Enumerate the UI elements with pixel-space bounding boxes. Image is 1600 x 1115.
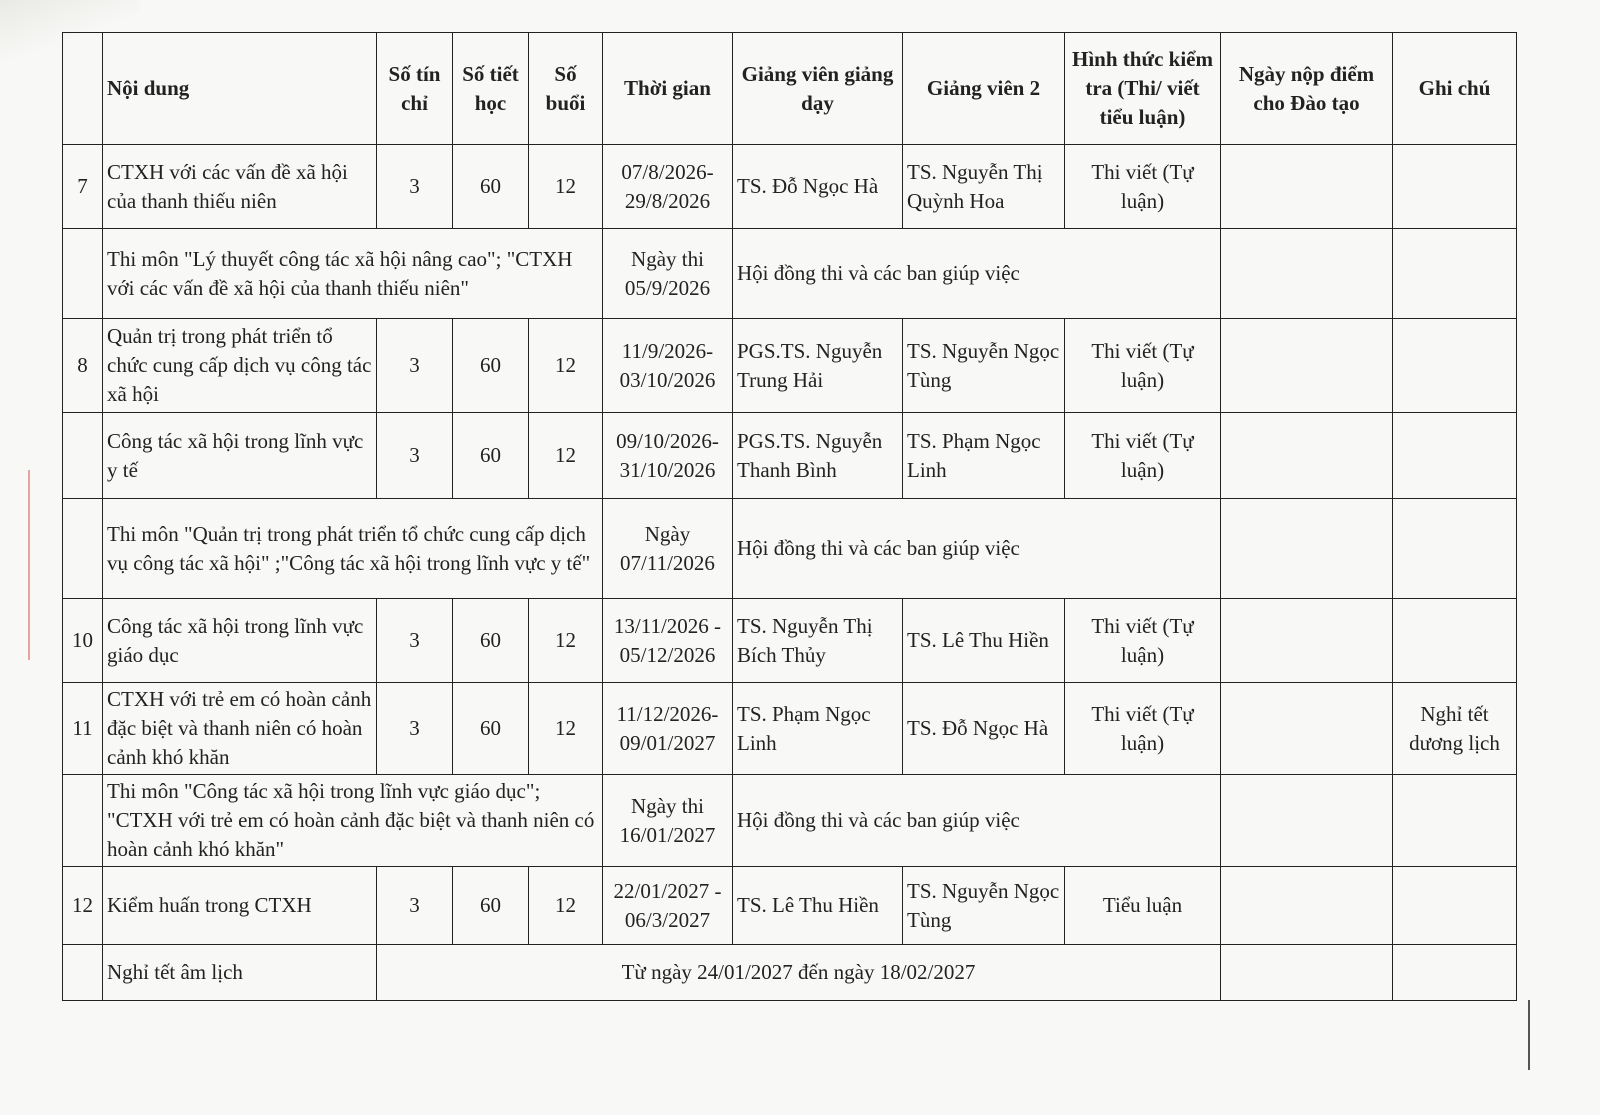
header-row [63,33,1517,145]
row-number [63,945,103,1001]
row-number: 8 [63,319,103,413]
holiday-period: Từ ngày 24/01/2027 đến ngày 18/02/2027 [377,945,1221,1001]
submit-date [1221,319,1393,413]
row-number [63,499,103,599]
lecturer: TS. Lê Thu Hiền [733,867,903,945]
course-row [63,683,1517,775]
course-row [63,319,1517,413]
row-number [63,775,103,867]
course-row [63,413,1517,499]
exam-date: Ngày thi 16/01/2027 [603,775,733,867]
header-periods: Số tiết học [453,33,529,145]
note [1393,599,1517,683]
submit-date [1221,775,1393,867]
lecturer-2: TS. Đỗ Ngọc Hà [903,683,1065,775]
time-range: 13/11/2026 - 05/12/2026 [603,599,733,683]
sessions: 12 [529,599,603,683]
exam-date: Ngày thi 05/9/2026 [603,229,733,319]
course-name: Công tác xã hội trong lĩnh vực y tế [103,413,377,499]
credits: 3 [377,413,453,499]
submit-date [1221,945,1393,1001]
note [1393,413,1517,499]
exam-subjects: Thi môn "Quản trị trong phát triển tổ chức cung cấp dịch vụ công tác xã hội" ;"Công tác xã hội trong lĩnh vực y tế" [103,499,603,599]
holiday-row [63,945,1517,1001]
periods: 60 [453,867,529,945]
course-row [63,599,1517,683]
header-exam-form: Hình thức kiểm tra (Thi/ viết tiểu luận) [1065,33,1221,145]
exam-form: Thi viết (Tự luận) [1065,683,1221,775]
exam-subjects: Thi môn "Công tác xã hội trong lĩnh vực giáo dục"; "CTXH với trẻ em có hoàn cảnh đặc biệt và thanh niên có hoàn cảnh khó khăn" [103,775,603,867]
periods: 60 [453,683,529,775]
submit-date [1221,229,1393,319]
holiday-name: Nghỉ tết âm lịch [103,945,377,1001]
time-range: 11/12/2026- 09/01/2027 [603,683,733,775]
course-name: CTXH với trẻ em có hoàn cảnh đặc biệt và thanh niên có hoàn cảnh khó khăn [103,683,377,775]
header-lecturer-2: Giảng viên 2 [903,33,1065,145]
note [1393,145,1517,229]
schedule-table [62,32,1517,1001]
note [1393,945,1517,1001]
lecturer: PGS.TS. Nguyễn Trung Hải [733,319,903,413]
header-credits: Số tín chỉ [377,33,453,145]
lecturer: TS. Phạm Ngọc Linh [733,683,903,775]
lecturer-2: TS. Nguyễn Ngọc Tùng [903,867,1065,945]
periods: 60 [453,599,529,683]
header-stt [63,33,103,145]
submit-date [1221,683,1393,775]
note [1393,319,1517,413]
submit-date [1221,145,1393,229]
exam-form: Thi viết (Tự luận) [1065,319,1221,413]
exam-form: Thi viết (Tự luận) [1065,599,1221,683]
course-name: CTXH với các vấn đề xã hội của thanh thiếu niên [103,145,377,229]
time-range: 09/10/2026- 31/10/2026 [603,413,733,499]
periods: 60 [453,145,529,229]
exam-form: Thi viết (Tự luận) [1065,413,1221,499]
exam-board: Hội đồng thi và các ban giúp việc [733,775,1221,867]
note [1393,775,1517,867]
credits: 3 [377,867,453,945]
note [1393,229,1517,319]
sessions: 12 [529,413,603,499]
submit-date [1221,499,1393,599]
course-name: Công tác xã hội trong lĩnh vực giáo dục [103,599,377,683]
sessions: 12 [529,319,603,413]
credits: 3 [377,145,453,229]
scan-edge-line [1528,1000,1530,1070]
exam-date: Ngày 07/11/2026 [603,499,733,599]
red-stamp-mark [28,470,62,660]
lecturer: TS. Nguyễn Thị Bích Thủy [733,599,903,683]
lecturer-2: TS. Nguyễn Ngọc Tùng [903,319,1065,413]
row-number: 11 [63,683,103,775]
course-row [63,145,1517,229]
row-number: 7 [63,145,103,229]
row-number: 10 [63,599,103,683]
row-number [63,413,103,499]
row-number [63,229,103,319]
course-name: Quản trị trong phát triển tổ chức cung cấp dịch vụ công tác xã hội [103,319,377,413]
lecturer-2: TS. Nguyễn Thị Quỳnh Hoa [903,145,1065,229]
header-note: Ghi chú [1393,33,1517,145]
course-name: Kiểm huấn trong CTXH [103,867,377,945]
credits: 3 [377,319,453,413]
exam-row [63,229,1517,319]
note: Nghỉ tết dương lịch [1393,683,1517,775]
exam-row [63,775,1517,867]
sessions: 12 [529,683,603,775]
lecturer-2: TS. Phạm Ngọc Linh [903,413,1065,499]
exam-subjects: Thi môn "Lý thuyết công tác xã hội nâng cao"; "CTXH với các vấn đề xã hội của thanh thiếu niên" [103,229,603,319]
submit-date [1221,867,1393,945]
exam-board: Hội đồng thi và các ban giúp việc [733,499,1221,599]
time-range: 22/01/2027 - 06/3/2027 [603,867,733,945]
lecturer: PGS.TS. Nguyễn Thanh Bình [733,413,903,499]
time-range: 11/9/2026- 03/10/2026 [603,319,733,413]
sessions: 12 [529,145,603,229]
credits: 3 [377,599,453,683]
submit-date [1221,599,1393,683]
credits: 3 [377,683,453,775]
periods: 60 [453,413,529,499]
header-submit-date: Ngày nộp điểm cho Đào tạo [1221,33,1393,145]
note [1393,867,1517,945]
header-lecturer: Giảng viên giảng dạy [733,33,903,145]
note [1393,499,1517,599]
header-time: Thời gian [603,33,733,145]
header-content: Nội dung [103,33,377,145]
exam-row [63,499,1517,599]
sessions: 12 [529,867,603,945]
time-range: 07/8/2026- 29/8/2026 [603,145,733,229]
exam-form: Tiểu luận [1065,867,1221,945]
submit-date [1221,413,1393,499]
row-number: 12 [63,867,103,945]
exam-form: Thi viết (Tự luận) [1065,145,1221,229]
periods: 60 [453,319,529,413]
header-sessions: Số buổi [529,33,603,145]
course-row [63,867,1517,945]
lecturer-2: TS. Lê Thu Hiền [903,599,1065,683]
lecturer: TS. Đỗ Ngọc Hà [733,145,903,229]
exam-board: Hội đồng thi và các ban giúp việc [733,229,1221,319]
